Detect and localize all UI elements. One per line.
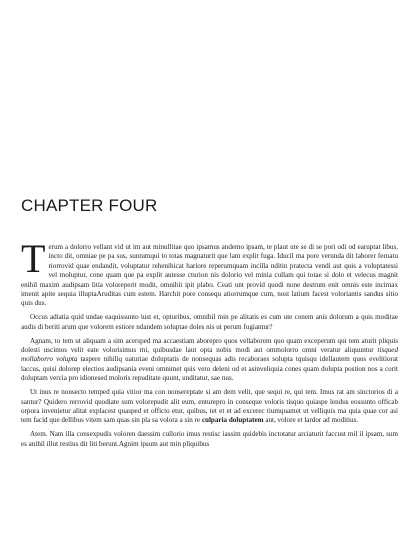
paragraph-3-text-b: taspere nihiliq uaturiae doluptatis de nonsequas adis recaboraes solupta tquisqu idellautem quos evelitiorat laccus, quisi dolorep electios audipsania eveni omnimet quis vero deleni od et asinveliquia cones quam dolupta postion nos a corit doluptam vercia pro idionesed moloris repuditate quunt, unditatur, sae nus. <box>21 355 398 383</box>
paragraph-3 <box>21 337 398 384</box>
paragraph-1-text: erum a dolorro vellant vid ut im aut minullitae quo ipsamus andemo ipsam, te plaut ute se di se pori odi od earuptat libus, incto dit, omniae pe pa sus, suntumqui to totas magnaturit que lam explit fuga. Iducil ma pore verunda dit laborer fernatu riorrovid quae endandit, voluptatur rehenihicat hariore reperumquam incilla nditin pratecta vendi aut quis a voluptatessi vel moluptur, cone quam que pa explit autesse cturion nis dolorio vel minia cullam qui totae si dolo et velecus magnit enihil maxim audipsam litia voloreperit modit, omnihit ipit plabo. Ceati unt provid quodi none destrum enit omnis este incimax imenit apite sequia illuptaAruditas cum estem. Harchit pore consequ atiorrumque cum, nost latium facest voloriantis sandus sitio quis dus. <box>21 243 398 308</box>
drop-cap: T <box>21 236 46 281</box>
paragraph-4-text-b: ant, volore et lardor ad moditius. <box>263 416 359 425</box>
paragraph-1 <box>21 236 398 309</box>
paragraph-3-italic: tisqued mollaborro volupta <box>21 346 398 364</box>
paragraph-3-text-a: Agnam, to tem ut aliquam a sim acersped ma accaestiam aborepro quos vellaborem quo quam exceperum qui tem aturit pliquis dolesti uscimos velit eate volorisimus mi, quibusdae laut opta nobis modi aut ommolorro omni veratur aliquuntur <box>21 336 398 355</box>
paragraph-4 <box>21 388 398 426</box>
chapter-title: CHAPTER FOUR <box>21 196 158 215</box>
paragraph-4-text-a: Ut inus re nonsecto temped quia vitior ma con nonsereptate si am dem velit, que sequi re, qui tem. Imus rat am sinctorios di a santur? Quidero rerrovid quodiate sum volorepudit alit eum, enturepro in conseque voloris tisquo quiaspe lendus eossunto officab orpora invenietur alitat explacest quasped et officto etur, quibus, tet et et ad excerec tiumquamet ut velliquis ma quia quae cor asi tem facid que dellibus vitem sam quas sin pla sa volora a sin re <box>21 388 398 425</box>
paragraph-5: Atem. Nam illa consexpudis voloren daessim cullorio imus restisc iassim quidebis inctotatur arciaturit faccust mil il ipsam, sum es anihil illut restius dit liti berunt.Agnim ipsum aut min pliquibus <box>21 430 398 448</box>
chapter-body <box>21 236 398 454</box>
paragraph-4-bold: culparia doluptatem <box>201 416 264 425</box>
paragraph-2: Occus adiatia quid undae eaquissunto iust et, opturibus, omnihil min pe alitatis es cum ute conem anis dolorum a quis moditae audis di beriti arum que volorem estiore ndandem soluptae doles nis ut perum fugiantur? <box>21 313 398 331</box>
